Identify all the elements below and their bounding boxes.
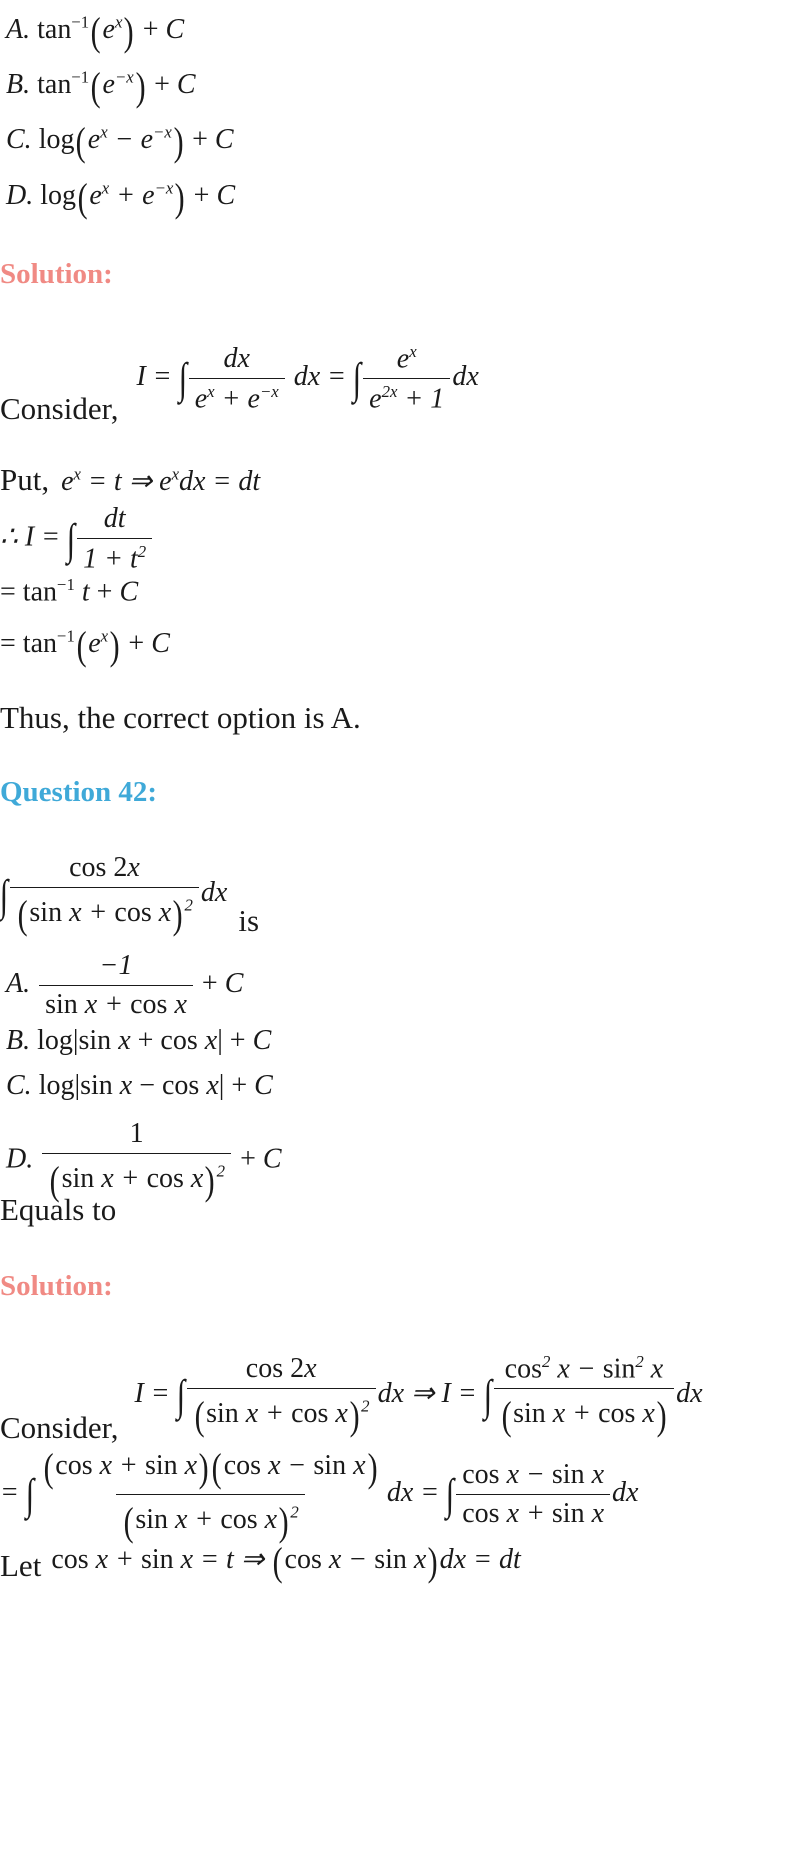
- integral-expression: I = ∫ $\frac{dx}{e^x + e^{-x}}$ dx = ∫ $\frac{e^x}{e^{2x} + 1}$ dx: [136, 342, 479, 415]
- option-label: A.: [6, 967, 31, 999]
- option-c-prev: C. $\log(e^x - e^{-x}) + C$: [6, 119, 234, 164]
- equals-to-text: Equals to: [0, 1192, 117, 1227]
- substitution-line: Put, $e^x = t$ ⇒ $e^xdx$ = dt: [0, 462, 261, 497]
- question42-integral: ∫ $\frac{\cos 2x}{(\sin x + \cos x)^2}$ dx is: [0, 852, 260, 939]
- consider-text-2: Consider,: [0, 1410, 119, 1446]
- option-label: C.: [6, 1070, 32, 1101]
- consider-text: Consider,: [0, 391, 119, 427]
- q42-option-c: C. log|sin x − cos x| + C: [6, 1070, 273, 1101]
- step-tan-t: = $\tan^{-1} t + C$: [0, 575, 139, 608]
- q42-option-a: A. $\frac{-1}{\text{sin x + cos x}}$ + C: [6, 950, 244, 1020]
- option-label: B.: [6, 68, 31, 100]
- let-text: Let: [0, 1547, 42, 1583]
- option-label: C.: [6, 123, 32, 155]
- solution1-consider-line: [0, 342, 479, 427]
- option-a-prev: A. $\tan^{-1}(e^x) + C$: [6, 9, 185, 54]
- solution2-consider-line: Consider, I = ∫ $\frac{\cos 2x}{(\sin x + \cos x)^2}$ dx ⇒ I = ∫ $\frac{\cos^2 x - \sin^2 x}{\text{(sin x + cos x)}}$ dx: [0, 1352, 703, 1446]
- q42-option-d: D. $\frac{1}{(\sin x + \cos x)^2}$ + C: [6, 1118, 282, 1203]
- option-label: D.: [6, 1143, 34, 1175]
- step-tan-ex: = $\tan^{-1}(e^x) + C$: [0, 623, 170, 668]
- let-substitution-line: Let cos x + sin x = t ⇒ (cos x − sin x)dx = dt: [0, 1539, 521, 1584]
- option-label: D.: [6, 179, 34, 211]
- option-d-prev: D. $\log(e^x + e^{-x}) + C$: [6, 175, 236, 220]
- is-word: is: [238, 903, 260, 939]
- therefore-line: ∴ I = ∫ $\frac{dt}{1 + t^2}$: [0, 503, 154, 575]
- option-label: A.: [6, 13, 31, 45]
- question-heading: Question 42:: [0, 776, 158, 808]
- q42-option-b: B. log|sin x + cos x| + C: [6, 1025, 272, 1056]
- solution-heading-2: Solution:: [0, 1270, 113, 1302]
- expanded-integral: = ∫ $\frac{\text{(cos x + sin x)(cos x − sin x)}}{(\sin x + \cos x)^2}$ dx = ∫ $\frac{\text{cos x − sin x}}{\text{cos x + sin x}}$ dx: [0, 1445, 639, 1544]
- solution-heading: Solution:: [0, 258, 113, 290]
- option-b-prev: B. $\tan^{-1}(e^{-x}) + C$: [6, 64, 196, 109]
- option-label: B.: [6, 1025, 31, 1056]
- put-text: Put,: [0, 462, 50, 497]
- conclusion-text: Thus, the correct option is A.: [0, 700, 361, 735]
